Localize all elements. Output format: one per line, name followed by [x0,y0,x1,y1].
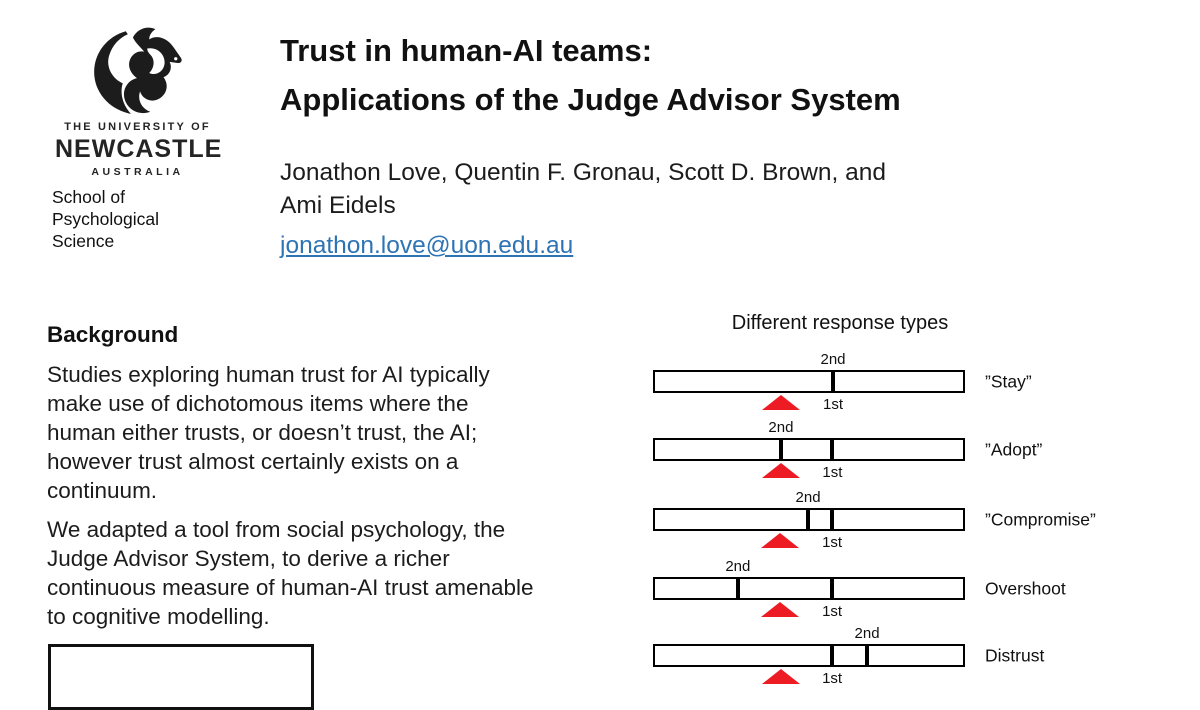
school-name-line: Psychological [52,209,159,229]
first-response-label: 1st [822,603,843,620]
advisor-marker-triangle [761,602,799,617]
background-paragraph-2: We adapted a tool from social psychology, the Judge Advisor System, to derive a richer continuous measure of human-AI trust amenable to cognitive modelling. [47,517,534,629]
second-response-label: 2nd [854,625,880,642]
content-box-outline [48,644,314,710]
school-name-line: Science [52,231,115,251]
first-response-label: 1st [822,464,843,481]
response-type-label: Overshoot [985,578,1066,598]
first-response-tick [830,508,834,531]
advisor-marker-triangle [762,463,800,478]
second-response-tick [779,438,783,461]
response-type-row [653,558,1066,620]
author-list [280,156,886,222]
first-response-label: 1st [822,534,843,551]
institution-country-text: AUSTRALIA [91,166,184,178]
response-type-row [653,625,1045,687]
first-response-tick [830,438,834,461]
author-list-line2: Ami Eidels [280,192,396,219]
advisor-marker-triangle [761,533,799,548]
response-scale-bar [653,370,965,393]
first-response-label: 1st [823,396,844,413]
response-types-diagram [600,310,1200,687]
response-type-label: Distrust [985,645,1045,665]
first-response-tick [831,370,835,393]
response-type-label: ”Stay” [985,371,1032,391]
response-type-row [653,419,1043,481]
advisor-marker-triangle [762,395,800,410]
second-response-tick [806,508,810,531]
second-response-label: 2nd [725,558,751,575]
background-heading: Background [47,322,179,347]
response-type-label: ”Compromise” [985,509,1096,529]
response-scale-bar [653,577,965,600]
response-type-row [653,351,1032,413]
advisor-marker-triangle [762,669,800,684]
poster-title-line2: Applications of the Judge Advisor System [280,82,901,117]
institution-name-text: NEWCASTLE [55,135,223,163]
second-response-tick [865,644,869,667]
school-name [52,186,159,252]
poster-title-line1: Trust in human-AI teams: [280,33,653,68]
second-response-label: 2nd [795,489,821,506]
author-list-line1: Jonathon Love, Quentin F. Gronau, Scott D. Brown, and [280,159,887,186]
school-name-line: School of [52,187,125,207]
first-response-tick [830,577,834,600]
background-section [47,322,534,641]
response-scale-bar [653,438,965,461]
second-response-label: 2nd [820,351,846,368]
background-paragraph-1: Studies exploring human trust for AI typically make use of dichotomous items where the human either trusts, or doesn’t trust, the AI; however trust almost certainly exists on a continuum. [47,362,490,503]
first-response-tick [830,644,834,667]
second-response-label: 2nd [768,419,794,436]
response-scale-bar [653,644,965,667]
institution-wordmark [55,121,223,178]
second-response-tick [736,577,740,600]
diagram-title: Different response types [731,312,949,334]
response-type-label: ”Adopt” [985,439,1043,459]
poster-title [280,26,901,124]
newcastle-horse-head-logo-icon [86,24,188,118]
response-type-row [653,489,1096,551]
institution-prefix-text: THE UNIVERSITY OF [64,121,211,133]
contact-email-link[interactable]: jonathon.love@uon.edu.au [280,232,574,259]
first-response-label: 1st [822,670,843,687]
